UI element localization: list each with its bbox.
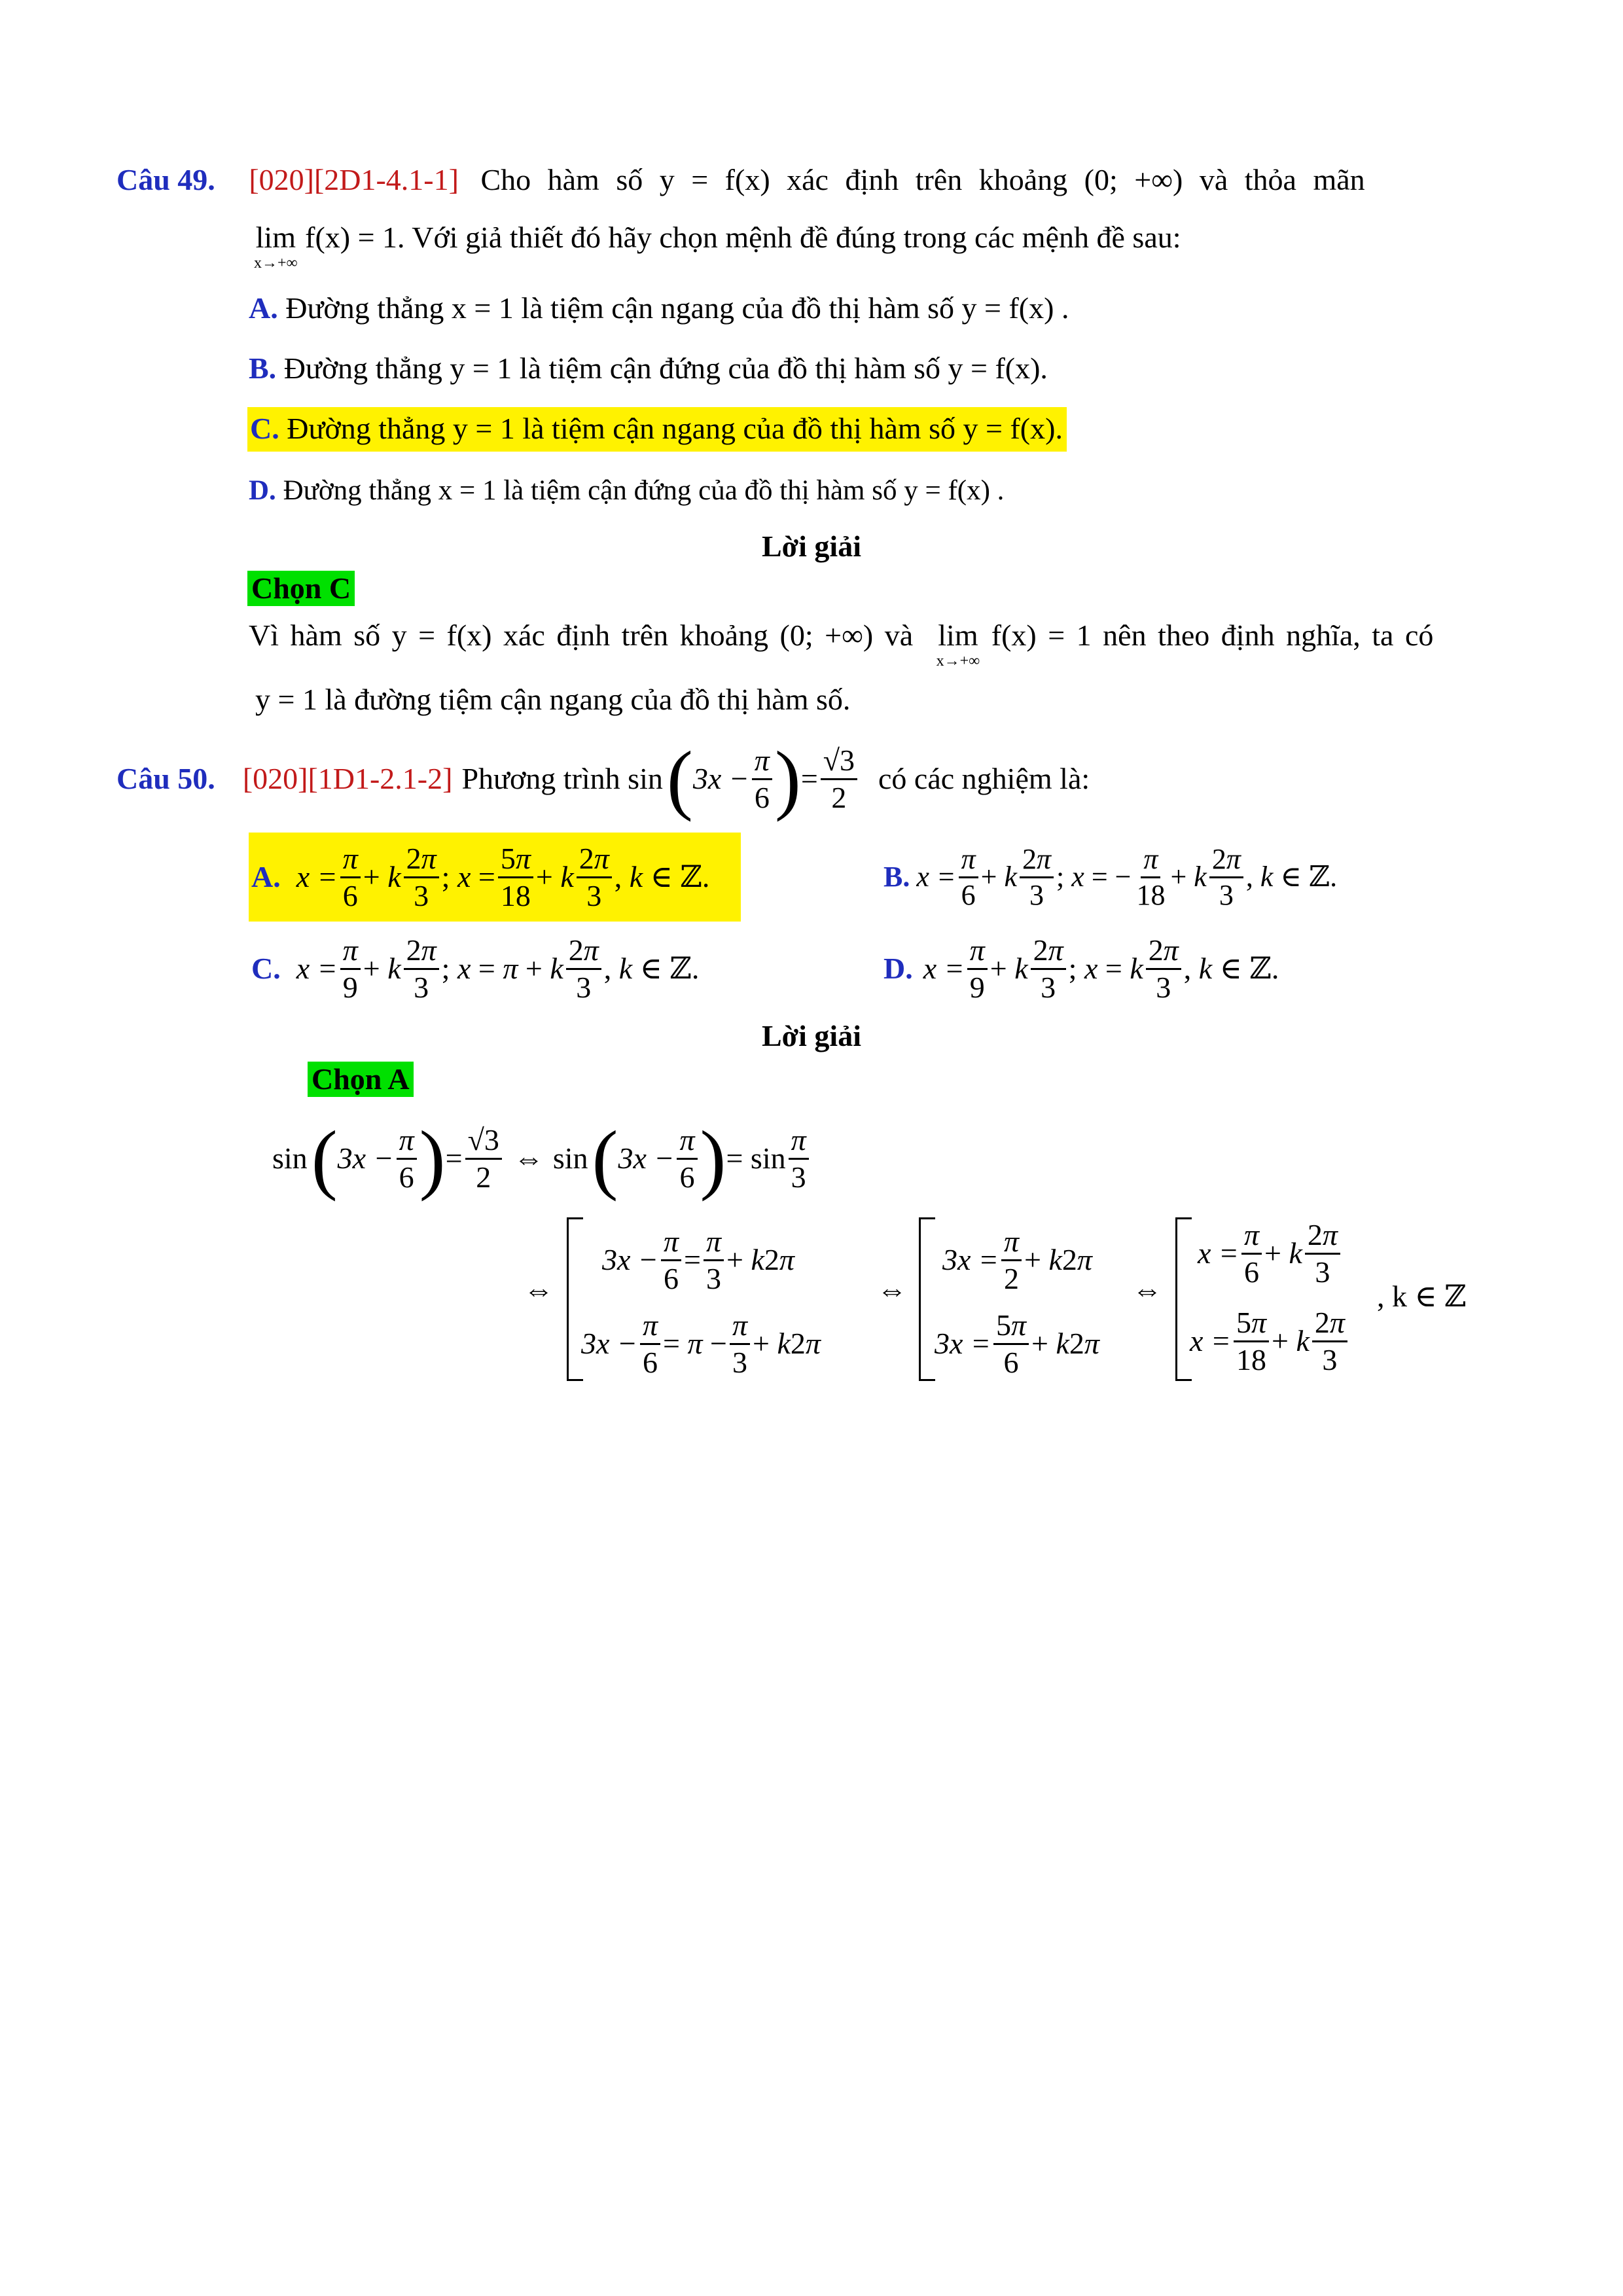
q49-stem-text1: Cho hàm số y = f(x) xác định trên khoảng (0; +∞) và thỏa mãn (480, 163, 1365, 196)
q49-option-a: A. Đường thẳng x = 1 là tiệm cận ngang của đồ thị hàm số y = f(x) . (249, 291, 1069, 325)
q50-stem: Câu 50. [020][1D1-2.1-2] Phương trình sin ( 3x − $\frac{\pi}{6}$ ) = $\frac{√3}{2}$ có các nghiệm là: (116, 735, 1090, 822)
q50-solution-step1: sin ( 3x − $\frac{\pi}{6}$ ) = $\frac{√3}{2}$ ⇔ sin ( 3x − $\frac{\pi}{6}$ ) = sin $\frac{\pi}{3}$ (272, 1113, 812, 1204)
q50-option-d: D. x = $\frac{\pi}{9}$ + k $\frac{2\pi}{3}$ ; x = k $\frac{2\pi}{3}$ , k ∈ ℤ. (883, 933, 1279, 1004)
solution-set-k-integer: , k ∈ ℤ (1377, 1280, 1467, 1313)
q50-option-c: C. x = $\frac{\pi}{9}$ + k $\frac{2\pi}{3}$ ; x = π + k $\frac{2\pi}{3}$ , k ∈ ℤ. (251, 933, 700, 1004)
bracket-2 (919, 1217, 935, 1381)
q49-choice-badge: Chọn C (247, 571, 355, 606)
q49-solution-line2: y = 1 là đường tiệm cận ngang của đồ thị hàm số. (255, 683, 851, 716)
q50-option-b: B. x = $\frac{\pi}{6}$ + k $\frac{2\pi}{3}$ ; x = − $\frac{\pi}{18}$ + k $\frac{2\pi}{3}$ , k ∈ ℤ. (883, 842, 1338, 911)
system2-eq2: 3x = $\frac{5\pi}{6}$ + k2π (935, 1308, 1099, 1379)
q49-option-c-correct: C. Đường thẳng y = 1 là tiệm cận ngang của đồ thị hàm số y = f(x). (247, 407, 1067, 452)
q49-limit: lim x→+∞ (254, 221, 298, 272)
q49-stem-line2 (254, 223, 1181, 271)
q50-option-a-correct: A. x = $\frac{\pi}{6}$ + k $\frac{2\pi}{3}$ ; x = $\frac{5\pi}{18}$ + k $\frac{2\pi}{3}$ , k ∈ ℤ. (251, 841, 710, 912)
equiv-symbol-3: ⇔ (1132, 1273, 1162, 1306)
q50-choice-badge: Chọn A (308, 1062, 414, 1097)
q49-solution-line1: Vì hàm số y = f(x) xác định trên khoảng (0; +∞) và lim x→+∞ f(x) = 1 nên theo định nghĩa, ta có (249, 619, 1434, 670)
q49-stem-text2: f(x) = 1. Với giả thiết đó hãy chọn mệnh đề đúng trong các mệnh đề sau: (305, 221, 1181, 254)
q49-solution-limit: lim x→+∞ (936, 619, 980, 670)
equiv-symbol-2: ⇔ (877, 1273, 907, 1306)
q49-code: [020][2D1-4.1-1] (249, 163, 459, 196)
q49-option-d: D. Đường thẳng x = 1 là tiệm cận đứng của đồ thị hàm số y = f(x) . (249, 475, 1005, 506)
q49-number: Câu 49. (116, 163, 215, 196)
q50-code: [020][1D1-2.1-2] (242, 762, 453, 795)
q49-stem-line1 (116, 165, 1365, 195)
system3-eq2: x = $\frac{5\pi}{18}$ + k $\frac{2\pi}{3}$ (1190, 1305, 1350, 1377)
q49-solution-title: Lời giải (762, 529, 861, 563)
system3-eq1: x = $\frac{\pi}{6}$ + k $\frac{2\pi}{3}$ (1198, 1217, 1343, 1289)
system1-eq1: 3x − $\frac{\pi}{6}$ = $\frac{\pi}{3}$ + k2π (602, 1224, 794, 1295)
q50-number: Câu 50. (116, 762, 215, 795)
q49-option-b: B. Đường thẳng y = 1 là tiệm cận đứng của đồ thị hàm số y = f(x). (249, 351, 1048, 385)
equiv-symbol-1: ⇔ (524, 1273, 554, 1306)
system1-eq2: 3x − $\frac{\pi}{6}$ = π − $\frac{\pi}{3}$ + k2π (581, 1308, 821, 1379)
system2-eq1: 3x = $\frac{\pi}{2}$ + k2π (942, 1224, 1092, 1295)
q50-solution-title: Lời giải (762, 1019, 861, 1052)
